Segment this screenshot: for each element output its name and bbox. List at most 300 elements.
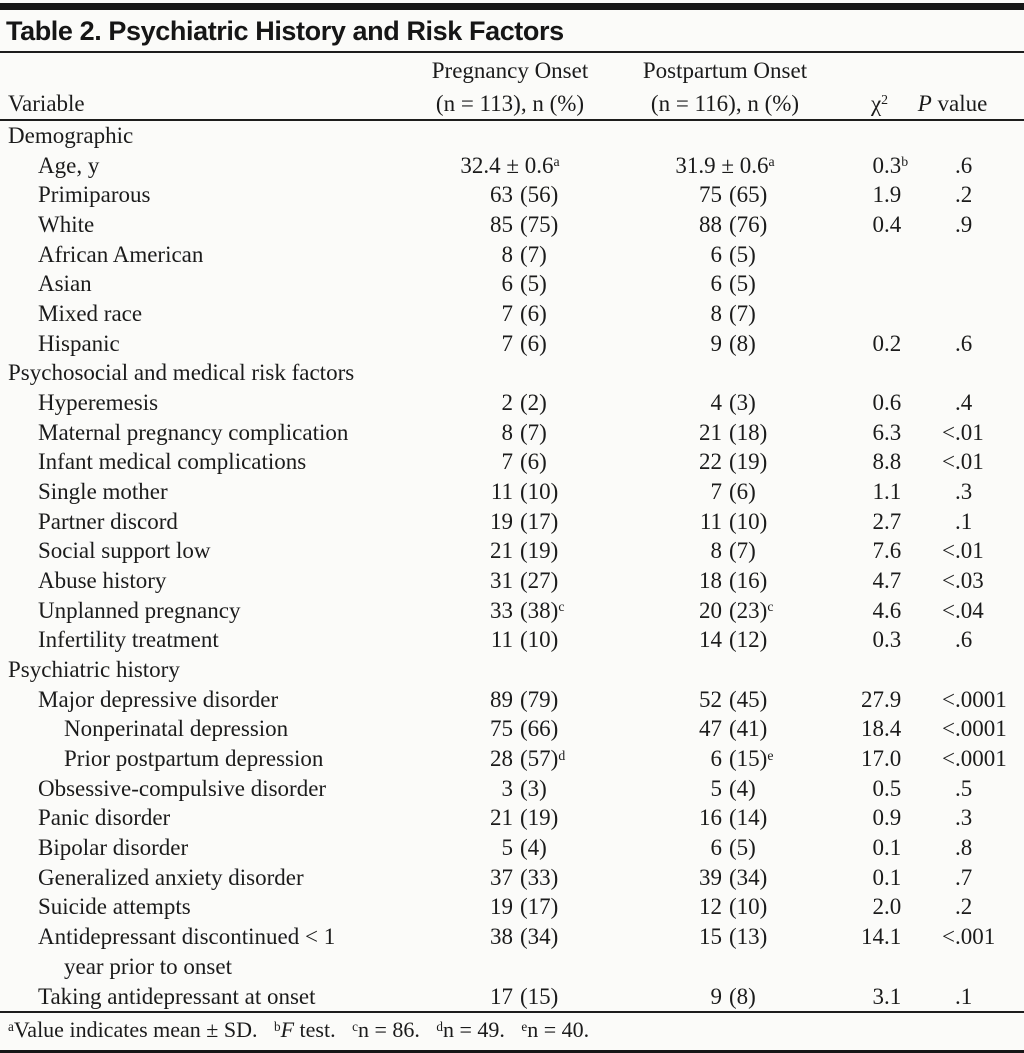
row-variable-label: Mixed race bbox=[38, 301, 143, 327]
cell-postpartum-onset bbox=[590, 982, 840, 1012]
value-percent: (3) bbox=[729, 390, 756, 416]
value-percent: (66) bbox=[520, 716, 559, 742]
value-percent: (7) bbox=[729, 301, 756, 327]
value-integer-part bbox=[905, 329, 955, 359]
row-variable-label: Partner discord bbox=[38, 508, 178, 534]
value-decimal-part: .4 bbox=[884, 716, 902, 742]
cell-postpartum-onset bbox=[590, 892, 840, 922]
cell-pregnancy-onset bbox=[430, 418, 590, 448]
cell-chi-square bbox=[840, 803, 905, 833]
value-percent: (56) bbox=[520, 182, 559, 208]
value-decimal-part: .03 bbox=[955, 568, 984, 594]
header-row-1 bbox=[0, 53, 1024, 84]
value-decimal-part: .2 bbox=[955, 894, 973, 920]
value-decimal-part: .6 bbox=[955, 330, 973, 356]
value-integer-part: 0 bbox=[872, 864, 884, 890]
value-count: 88 bbox=[699, 212, 722, 238]
col-header-pregnancy-onset-line1: Pregnancy Onset bbox=[431, 58, 589, 83]
value-decimal-part: .01 bbox=[955, 538, 984, 564]
value-percent: (76) bbox=[729, 212, 768, 238]
value-decimal-part: .1 bbox=[955, 508, 973, 534]
value-decimal-part: .7 bbox=[955, 864, 973, 890]
cell-pregnancy-onset bbox=[430, 447, 590, 477]
cell-postpartum-onset bbox=[590, 714, 840, 744]
value-count: 21 bbox=[490, 805, 513, 831]
value-percent: (19) bbox=[520, 805, 559, 831]
value-count: 20 bbox=[699, 597, 722, 623]
table-row bbox=[0, 625, 1024, 655]
value-percent: (10) bbox=[520, 627, 559, 653]
row-variable-label: Nonperinatal depression bbox=[64, 716, 289, 742]
value-count: 8 bbox=[501, 241, 513, 267]
value-percent: (17) bbox=[520, 508, 559, 534]
value-integer-part: 0 bbox=[872, 627, 884, 653]
row-variable-label: Abuse history bbox=[38, 568, 167, 594]
value-decimal-part: .6 bbox=[884, 390, 902, 416]
value-count: 5 bbox=[710, 775, 722, 801]
value-percent: (79) bbox=[520, 686, 559, 712]
value-percent: (5) bbox=[729, 241, 756, 267]
col-header-chi-square: $\chi^2$ bbox=[870, 91, 889, 116]
cell-postpartum-onset bbox=[590, 774, 840, 804]
value-percent: (18) bbox=[729, 419, 768, 445]
value-decimal-part: .1 bbox=[884, 983, 902, 1009]
value-percent: (19) bbox=[520, 538, 559, 564]
value-integer-part bbox=[905, 774, 955, 804]
value-integer-part: < bbox=[942, 419, 955, 445]
value-percent: (15) bbox=[520, 983, 559, 1009]
cell-pregnancy-onset bbox=[430, 744, 590, 774]
col-header-pregnancy-onset-line2: (n = 113), n (%) bbox=[435, 91, 585, 116]
value-integer-part: 17 bbox=[861, 746, 884, 772]
cell-postpartum-onset bbox=[590, 240, 840, 270]
value-decimal-part: .6 bbox=[884, 597, 902, 623]
value-integer-part bbox=[905, 982, 955, 1012]
value-integer-part: 2 bbox=[872, 508, 884, 534]
col-header-postpartum-onset-line1: Postpartum Onset bbox=[642, 58, 808, 83]
row-variable-label: Infant medical complications bbox=[38, 449, 307, 475]
value-count: 2 bbox=[501, 390, 513, 416]
value-integer-part: 0 bbox=[872, 805, 884, 831]
table-row bbox=[0, 685, 1024, 715]
cell-chi-square bbox=[840, 210, 905, 240]
value-percent: (6) bbox=[520, 330, 547, 356]
value-count: 33 bbox=[490, 597, 513, 623]
row-variable-label: Unplanned pregnancy bbox=[38, 597, 241, 623]
value-percent: (12) bbox=[729, 627, 768, 653]
value-count: 16 bbox=[699, 805, 722, 831]
table-row bbox=[0, 892, 1024, 922]
cell-postpartum-onset bbox=[590, 329, 840, 359]
table-row bbox=[0, 507, 1024, 537]
value-integer-part: 0 bbox=[872, 152, 884, 178]
table-row bbox=[0, 477, 1024, 507]
cell-p-value bbox=[905, 418, 1000, 448]
section-label: Psychiatric history bbox=[8, 657, 180, 683]
cell-postpartum-onset bbox=[590, 210, 840, 240]
value-integer-part: < bbox=[942, 538, 955, 564]
value-integer-part: 27 bbox=[861, 686, 884, 712]
value-decimal-part: .1 bbox=[884, 924, 902, 950]
cell-chi-square bbox=[840, 418, 905, 448]
value-decimal-part: .0001 bbox=[955, 686, 1007, 712]
cell-postpartum-onset bbox=[590, 447, 840, 477]
value-integer-part: < bbox=[942, 597, 955, 623]
cell-pregnancy-onset bbox=[430, 536, 590, 566]
value-percent: (10) bbox=[729, 508, 768, 534]
cell-chi-square bbox=[840, 744, 905, 774]
value-percent: (34) bbox=[520, 924, 559, 950]
cell-pregnancy-onset bbox=[430, 210, 590, 240]
value-count: 19 bbox=[490, 508, 513, 534]
value-integer-part: 1 bbox=[872, 479, 884, 505]
table-top-rule bbox=[0, 3, 1024, 10]
value-percent: $(15)^e$ bbox=[729, 746, 774, 772]
value-count: 63 bbox=[490, 182, 513, 208]
row-variable-label: Generalized anxiety disorder bbox=[38, 864, 304, 890]
value-count: 52 bbox=[699, 686, 722, 712]
table-row bbox=[0, 982, 1024, 1012]
value-decimal-part: .0001 bbox=[955, 746, 1007, 772]
value-count: 6 bbox=[710, 271, 722, 297]
value-integer-part bbox=[905, 210, 955, 240]
value-count: 22 bbox=[699, 449, 722, 475]
value-integer-part bbox=[905, 388, 955, 418]
cell-chi-square bbox=[840, 477, 905, 507]
row-variable-label: Antidepressant discontinued < 1 year prior to onset bbox=[0, 922, 430, 981]
value-percent: (14) bbox=[729, 805, 768, 831]
cell-postpartum-onset bbox=[590, 388, 840, 418]
value-integer-part: 0 bbox=[872, 775, 884, 801]
value-count: 37 bbox=[490, 864, 513, 890]
value-decimal-part: .3 bbox=[955, 805, 973, 831]
row-variable-label: Obsessive-compulsive disorder bbox=[38, 775, 327, 801]
cell-postpartum-onset bbox=[590, 180, 840, 210]
cell-chi-square bbox=[840, 685, 905, 715]
table-row bbox=[0, 714, 1024, 744]
cell-pregnancy-onset bbox=[430, 774, 590, 804]
value-percent: (7) bbox=[729, 538, 756, 564]
table-row bbox=[0, 299, 1024, 329]
value-percent: (10) bbox=[520, 479, 559, 505]
cell-postpartum-onset bbox=[590, 922, 840, 952]
value-percent: (45) bbox=[729, 686, 768, 712]
value-integer-part: 7 bbox=[872, 538, 884, 564]
cell-chi-square bbox=[840, 507, 905, 537]
value-percent: (19) bbox=[729, 449, 768, 475]
table-footnote: $^a$Value indicates mean ± SD. $^b$F test. $^c$n = 86. $^d$n = 49. $^e$n = 40. bbox=[8, 1017, 590, 1043]
value-decimal-part: .9 bbox=[884, 805, 902, 831]
value-count: 85 bbox=[490, 212, 513, 238]
value-decimal-part: .04 bbox=[955, 597, 984, 623]
cell-pregnancy-onset bbox=[430, 566, 590, 596]
cell-postpartum-onset bbox=[590, 477, 840, 507]
cell-pregnancy-onset bbox=[430, 388, 590, 418]
row-variable-label: Asian bbox=[38, 271, 92, 297]
value-count: 8 bbox=[501, 419, 513, 445]
row-variable-label: Hyperemesis bbox=[38, 390, 159, 416]
col-header-postpartum-onset-line2: (n = 116), n (%) bbox=[650, 91, 800, 116]
value-percent: (8) bbox=[729, 330, 756, 356]
cell-chi-square bbox=[840, 714, 905, 744]
table-row bbox=[0, 833, 1024, 863]
value-percent: (41) bbox=[729, 716, 768, 742]
value-count: 21 bbox=[490, 538, 513, 564]
value-decimal-part: .7 bbox=[884, 568, 902, 594]
cell-chi-square bbox=[840, 329, 905, 359]
cell-postpartum-onset bbox=[590, 566, 840, 596]
table-row bbox=[0, 803, 1024, 833]
row-variable-label: Taking antidepressant at onset bbox=[38, 983, 316, 1009]
value-integer-part: 0 bbox=[872, 390, 884, 416]
cell-p-value bbox=[905, 507, 1000, 537]
cell-postpartum-onset bbox=[590, 299, 840, 329]
cell-pregnancy-onset bbox=[430, 507, 590, 537]
value-percent: (6) bbox=[520, 301, 547, 327]
cell-p-value bbox=[905, 180, 1000, 210]
cell-pregnancy-onset bbox=[430, 714, 590, 744]
value-decimal-part: .4 bbox=[955, 390, 973, 416]
value-decimal-part: .1 bbox=[884, 835, 902, 861]
value-integer-part bbox=[905, 477, 955, 507]
table-row bbox=[0, 922, 1024, 981]
value-count: 6 bbox=[710, 746, 722, 772]
cell-p-value bbox=[905, 566, 1000, 596]
cell-chi-square bbox=[840, 892, 905, 922]
value-count: 8 bbox=[710, 538, 722, 564]
cell-chi-square bbox=[840, 151, 909, 181]
value-integer-part: 4 bbox=[872, 568, 884, 594]
value-decimal-part: .01 bbox=[955, 449, 984, 475]
section-label: Demographic bbox=[8, 123, 134, 148]
cell-pregnancy-onset bbox=[430, 922, 590, 952]
value-percent: $(38)^c$ bbox=[520, 597, 565, 623]
value-integer-part: < bbox=[942, 568, 955, 594]
cell-pregnancy-onset bbox=[430, 892, 590, 922]
cell-pregnancy-onset: 32.4 ± 0.6$^a$ bbox=[460, 152, 560, 178]
value-percent: (2) bbox=[520, 390, 547, 416]
value-count: 21 bbox=[699, 419, 722, 445]
value-decimal-part: .3 bbox=[884, 627, 902, 653]
cell-p-value bbox=[905, 685, 1007, 715]
cell-postpartum-onset: 31.9 ± 0.6$^a$ bbox=[675, 152, 775, 178]
table-row bbox=[0, 418, 1024, 448]
value-decimal-part: .1 bbox=[884, 479, 902, 505]
value-percent: (33) bbox=[520, 864, 559, 890]
value-percent: (27) bbox=[520, 568, 559, 594]
value-integer-part: 3 bbox=[872, 983, 884, 1009]
table-row bbox=[0, 447, 1024, 477]
row-variable-label: Maternal pregnancy complication bbox=[38, 419, 349, 445]
value-count: 38 bbox=[490, 924, 513, 950]
cell-p-value bbox=[905, 892, 1000, 922]
cell-pregnancy-onset bbox=[430, 833, 590, 863]
table-section-row bbox=[0, 358, 1024, 388]
cell-chi-square bbox=[840, 625, 905, 655]
value-percent: (8) bbox=[729, 983, 756, 1009]
cell-postpartum-onset bbox=[590, 418, 840, 448]
cell-postpartum-onset bbox=[590, 596, 840, 626]
value-percent: (75) bbox=[520, 212, 559, 238]
value-decimal-part: .5 bbox=[884, 775, 902, 801]
table-body bbox=[0, 121, 1024, 1011]
value-percent: (17) bbox=[520, 894, 559, 920]
value-decimal-part: .6 bbox=[884, 538, 902, 564]
value-integer-part: 2 bbox=[872, 894, 884, 920]
value-percent: (5) bbox=[729, 835, 756, 861]
value-integer-part: 8 bbox=[872, 449, 884, 475]
row-variable-label: Bipolar disorder bbox=[38, 835, 189, 861]
value-percent: (16) bbox=[729, 568, 768, 594]
value-decimal-part: .9 bbox=[884, 182, 902, 208]
value-integer-part bbox=[905, 833, 955, 863]
value-decimal-part: .1 bbox=[884, 864, 902, 890]
table-title: Table 2. Psychiatric History and Risk Factors bbox=[6, 16, 564, 46]
cell-pregnancy-onset bbox=[430, 863, 590, 893]
value-count: 9 bbox=[710, 983, 722, 1009]
value-percent: (3) bbox=[520, 775, 547, 801]
value-decimal-part: .01 bbox=[955, 419, 984, 445]
value-decimal-part: .6 bbox=[955, 152, 973, 178]
table-section-row bbox=[0, 655, 1024, 685]
table-row bbox=[0, 269, 1024, 299]
cell-p-value bbox=[905, 803, 1000, 833]
cell-p-value bbox=[905, 447, 1000, 477]
cell-p-value bbox=[905, 151, 1000, 181]
value-integer-part bbox=[905, 151, 955, 181]
document-page bbox=[0, 3, 1024, 1043]
cell-pregnancy-onset bbox=[430, 803, 590, 833]
cell-pregnancy-onset bbox=[430, 982, 590, 1012]
value-count: 7 bbox=[501, 301, 513, 327]
value-integer-part: < bbox=[942, 449, 955, 475]
value-count: 6 bbox=[710, 241, 722, 267]
cell-p-value bbox=[905, 388, 1000, 418]
cell-pregnancy-onset bbox=[430, 596, 590, 626]
value-integer-part: 6 bbox=[872, 419, 884, 445]
table-row bbox=[0, 151, 1024, 181]
value-count: 14 bbox=[699, 627, 722, 653]
cell-p-value bbox=[905, 982, 1000, 1012]
value-decimal-part: .8 bbox=[884, 449, 902, 475]
cell-chi-square bbox=[840, 536, 905, 566]
cell-p-value bbox=[905, 329, 1000, 359]
value-decimal-part: .4 bbox=[884, 212, 902, 238]
cell-p-value bbox=[905, 596, 1000, 626]
cell-chi-square bbox=[840, 566, 905, 596]
cell-chi-square bbox=[840, 863, 905, 893]
section-label: Psychosocial and medical risk factors bbox=[8, 360, 355, 386]
value-integer-part: < bbox=[942, 716, 955, 742]
header-row-2 bbox=[0, 84, 1024, 119]
value-count: 6 bbox=[710, 835, 722, 861]
row-variable-label: Hispanic bbox=[38, 330, 120, 356]
value-decimal-part: .0 bbox=[884, 894, 902, 920]
value-integer-part: < bbox=[942, 924, 955, 950]
cell-postpartum-onset bbox=[590, 536, 840, 566]
table-row bbox=[0, 388, 1024, 418]
value-percent: (10) bbox=[729, 894, 768, 920]
value-percent: (6) bbox=[729, 479, 756, 505]
row-variable-label: Suicide attempts bbox=[38, 894, 191, 920]
value-count: 7 bbox=[710, 479, 722, 505]
value-count: 31 bbox=[490, 568, 513, 594]
cell-pregnancy-onset bbox=[430, 625, 590, 655]
cell-p-value bbox=[905, 714, 1007, 744]
row-variable-label: Age, y bbox=[38, 152, 100, 178]
value-percent: (7) bbox=[520, 419, 547, 445]
cell-chi-square bbox=[840, 774, 905, 804]
cell-chi-square bbox=[840, 922, 905, 952]
value-count: 11 bbox=[490, 627, 513, 653]
cell-chi-square bbox=[840, 447, 905, 477]
cell-pregnancy-onset bbox=[430, 180, 590, 210]
row-variable-label: Single mother bbox=[38, 479, 168, 505]
value-count: 15 bbox=[699, 924, 722, 950]
value-decimal-part: .0 bbox=[884, 746, 902, 772]
table-section-row bbox=[0, 121, 1024, 151]
cell-chi-square bbox=[840, 982, 905, 1012]
value-decimal-part: .0001 bbox=[955, 716, 1007, 742]
row-variable-label: Primiparous bbox=[38, 182, 151, 208]
cell-postpartum-onset bbox=[590, 803, 840, 833]
cell-pregnancy-onset bbox=[430, 269, 590, 299]
table-row bbox=[0, 210, 1024, 240]
value-count: 7 bbox=[501, 330, 513, 356]
cell-p-value bbox=[905, 833, 1000, 863]
cell-p-value bbox=[905, 210, 1000, 240]
table-row bbox=[0, 596, 1024, 626]
cell-postpartum-onset bbox=[590, 685, 840, 715]
value-count: 6 bbox=[501, 271, 513, 297]
value-integer-part bbox=[905, 180, 955, 210]
value-percent: (5) bbox=[729, 271, 756, 297]
value-integer-part: 0 bbox=[872, 330, 884, 356]
table-row bbox=[0, 536, 1024, 566]
col-header-variable: Variable bbox=[8, 91, 85, 116]
value-count: 11 bbox=[699, 508, 722, 534]
value-integer-part bbox=[905, 625, 955, 655]
table-row bbox=[0, 744, 1024, 774]
row-variable-label: White bbox=[38, 212, 95, 238]
cell-p-value bbox=[905, 863, 1000, 893]
value-count: 11 bbox=[490, 479, 513, 505]
cell-postpartum-onset bbox=[590, 625, 840, 655]
cell-chi-square bbox=[840, 596, 905, 626]
value-count: 18 bbox=[699, 568, 722, 594]
row-variable-label-line2: year prior to onset bbox=[64, 953, 232, 979]
cell-chi-square bbox=[840, 180, 905, 210]
value-integer-part: 18 bbox=[861, 716, 884, 742]
value-percent: (4) bbox=[520, 835, 547, 861]
value-integer-part bbox=[905, 507, 955, 537]
cell-chi-square bbox=[840, 833, 905, 863]
value-percent: (5) bbox=[520, 271, 547, 297]
value-count: 7 bbox=[501, 449, 513, 475]
value-count: 89 bbox=[490, 686, 513, 712]
value-percent: $(23)^c$ bbox=[729, 597, 774, 623]
value-decimal-part: .6 bbox=[955, 627, 973, 653]
value-percent: (13) bbox=[729, 924, 768, 950]
table-row bbox=[0, 180, 1024, 210]
row-variable-label: Panic disorder bbox=[38, 805, 171, 831]
value-decimal-part: .3 bbox=[884, 419, 902, 445]
value-count: 17 bbox=[490, 983, 513, 1009]
value-count: 19 bbox=[490, 894, 513, 920]
value-count: 8 bbox=[710, 301, 722, 327]
cell-pregnancy-onset bbox=[430, 477, 590, 507]
cell-pregnancy-onset bbox=[430, 240, 590, 270]
